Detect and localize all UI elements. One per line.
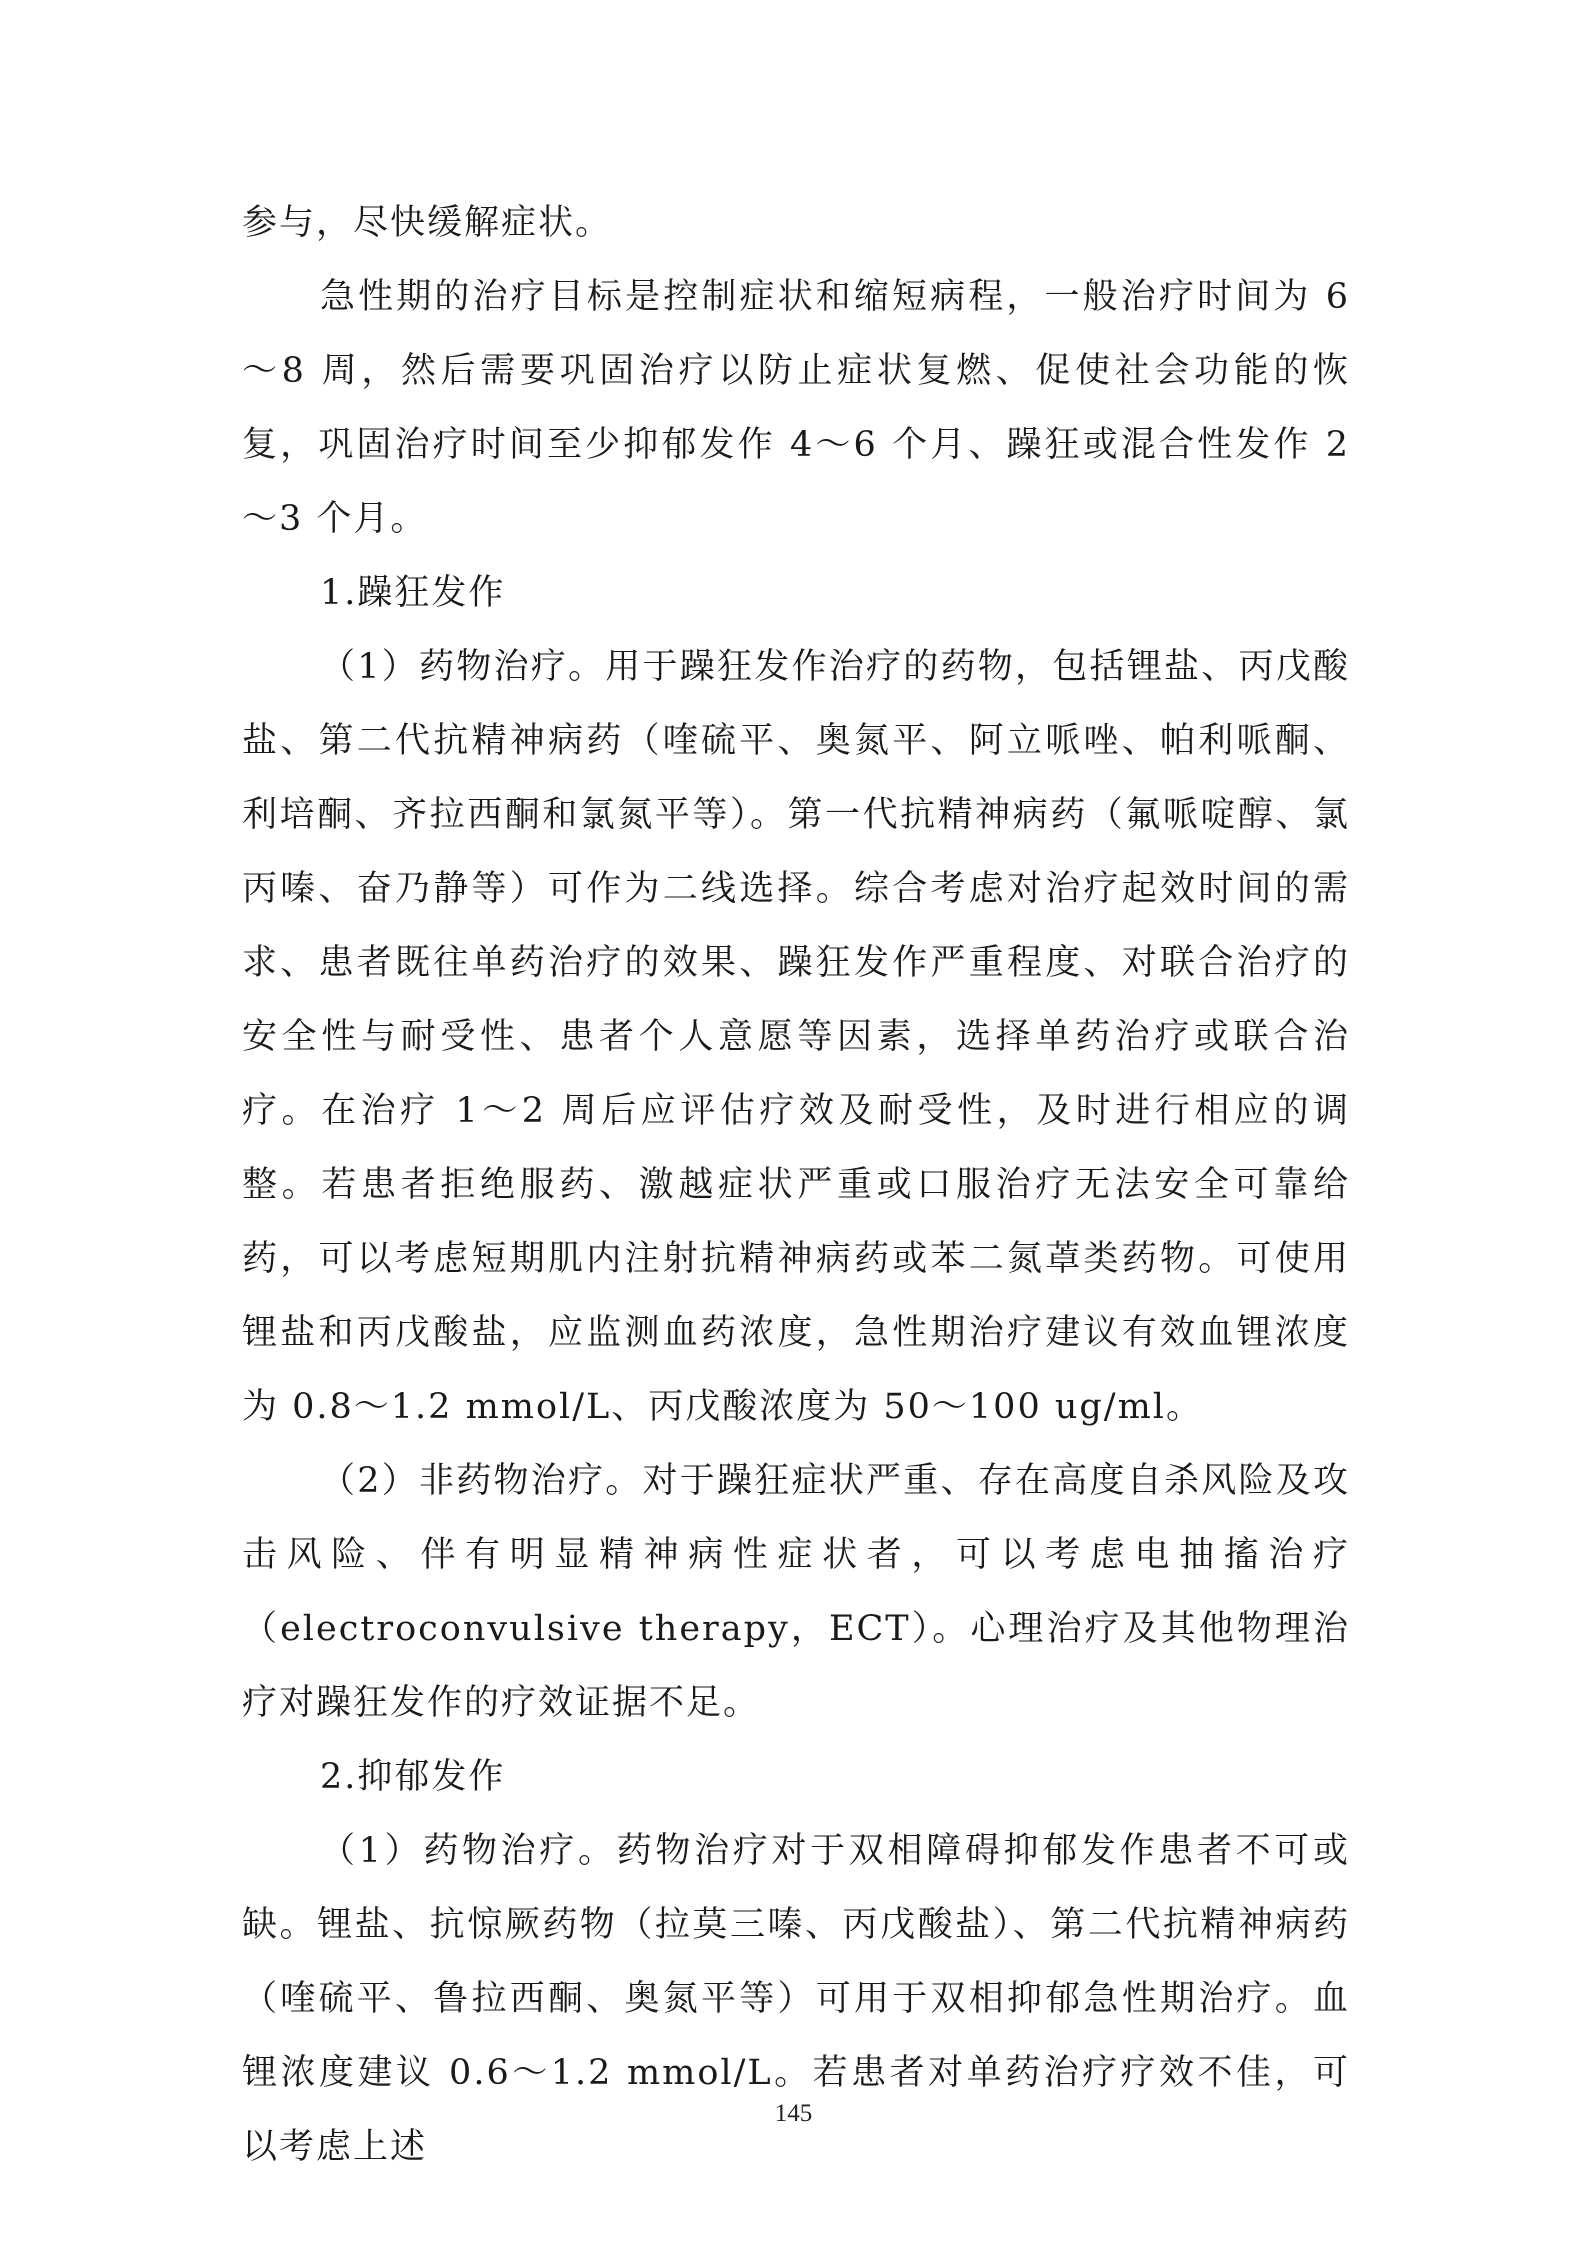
- paragraph-depression-drug-treatment: （1）药物治疗。药物治疗对于双相障碍抑郁发作患者不可或缺。锂盐、抗惊厥药物（拉莫三嗪、丙戊酸盐）、第二代抗精神病药（喹硫平、鲁拉西酮、奥氮平等）可用于双相抑郁急性期治疗。血锂浓度建议 0.6～1.2 mmol/L。若患者对单药治疗疗效不佳，可以考虑上述: [242, 1831, 1350, 2167]
- page-number: 145: [774, 2100, 813, 2127]
- paragraph-1: 参与，尽快缓解症状。: [242, 203, 613, 243]
- section-heading-mania: 1.躁狂发作: [320, 573, 506, 613]
- document-body: [242, 186, 1350, 2184]
- section-heading-depression: 2.抑郁发作: [320, 1757, 506, 1797]
- paragraph-mania-non-drug-treatment: （2）非药物治疗。对于躁狂症状严重、存在高度自杀风险及攻击风险、伴有明显精神病性症状者，可以考虑电抽搐治疗（electroconvulsive therapy，ECT）。心理治疗及其他物理治疗对躁狂发作的疗效证据不足。: [242, 1461, 1350, 1723]
- paragraph-mania-drug-treatment: （1）药物治疗。用于躁狂发作治疗的药物，包括锂盐、丙戊酸盐、第二代抗精神病药（喹硫平、奥氮平、阿立哌唑、帕利哌酮、利培酮、齐拉西酮和氯氮平等）。第一代抗精神病药（氟哌啶醇、氯丙嗪、奋乃静等）可作为二线选择。综合考虑对治疗起效时间的需求、患者既往单药治疗的效果、躁狂发作严重程度、对联合治疗的安全性与耐受性、患者个人意愿等因素，选择单药治疗或联合治疗。在治疗 1～2 周后应评估疗效及耐受性，及时进行相应的调整。若患者拒绝服药、激越症状严重或口服治疗无法安全可靠给药，可以考虑短期肌内注射抗精神病药或苯二氮䓬类药物。可使用锂盐和丙戊酸盐，应监测血药浓度，急性期治疗建议有效血锂浓度为 0.8～1.2 mmol/L、丙戊酸浓度为 50～100 ug/ml。: [242, 647, 1350, 1427]
- paragraph-2: 急性期的治疗目标是控制症状和缩短病程，一般治疗时间为 6～8 周，然后需要巩固治疗以防止症状复燃、促使社会功能的恢复，巩固治疗时间至少抑郁发作 4～6 个月、躁狂或混合性发作 2～3 个月。: [242, 277, 1350, 539]
